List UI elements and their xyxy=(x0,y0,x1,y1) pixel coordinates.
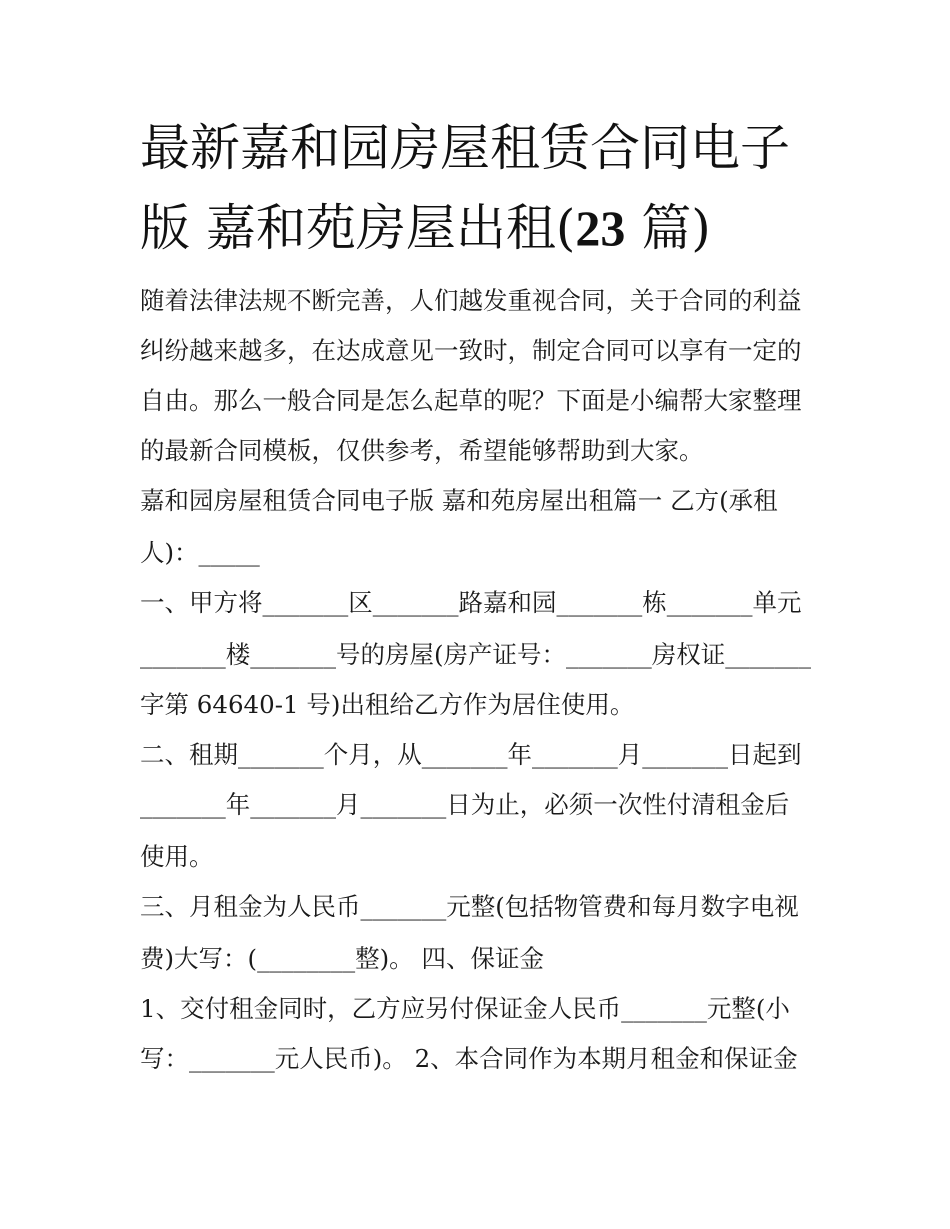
title-text: 版 嘉和苑房屋出租( xyxy=(140,199,576,257)
document-title-line-1: 最新嘉和园房屋租赁合同电子 xyxy=(140,119,790,177)
paragraph-line: 的最新合同模板，仅供参考，希望能够帮助到大家。 xyxy=(140,436,704,465)
paragraph-line: 嘉和园房屋租赁合同电子版 嘉和苑房屋出租篇一 乙方(承租 xyxy=(140,486,778,515)
paragraph-line: 费)大写：(________整)。 四、保证金 xyxy=(140,944,544,973)
document-title-line-2 xyxy=(140,198,711,258)
paragraph-line: 人)：_____ xyxy=(140,538,260,567)
paragraph-line: 写：_______元人民币)。 2、本合同作为本期月租金和保证金 xyxy=(140,1044,798,1073)
paragraph-line: 随着法律法规不断完善，人们越发重视合同，关于合同的利益 xyxy=(140,286,802,315)
title-suffix: 篇) xyxy=(625,199,711,257)
paragraph-line: 二、租期_______个月，从_______年_______月_______日起到 xyxy=(140,740,802,769)
paragraph-line: 纠纷越来越多，在达成意见一致时，制定合同可以享有一定的 xyxy=(140,336,802,365)
paragraph-line: 1、交付租金同时，乙方应另付保证金人民币_______元整(小 xyxy=(140,994,790,1023)
paragraph-line: _______年_______月_______日为止，必须一次性付清租金后 xyxy=(140,790,790,819)
paragraph-line: _______楼_______号的房屋(房产证号：_______房权证_______ xyxy=(140,640,812,669)
paragraph-line: 三、月租金为人民币_______元整(包括物管费和每月数字电视 xyxy=(140,892,799,921)
title-count: 23 xyxy=(575,200,626,256)
paragraph-line: 使用。 xyxy=(140,842,214,871)
paragraph-line: 字第 64640-1 号)出租给乙方作为居住使用。 xyxy=(140,690,635,719)
paragraph-line: 一、甲方将_______区_______路嘉和园_______栋_______单元 xyxy=(140,588,802,617)
paragraph-line: 自由。那么一般合同是怎么起草的呢？下面是小编帮大家整理 xyxy=(140,386,802,415)
